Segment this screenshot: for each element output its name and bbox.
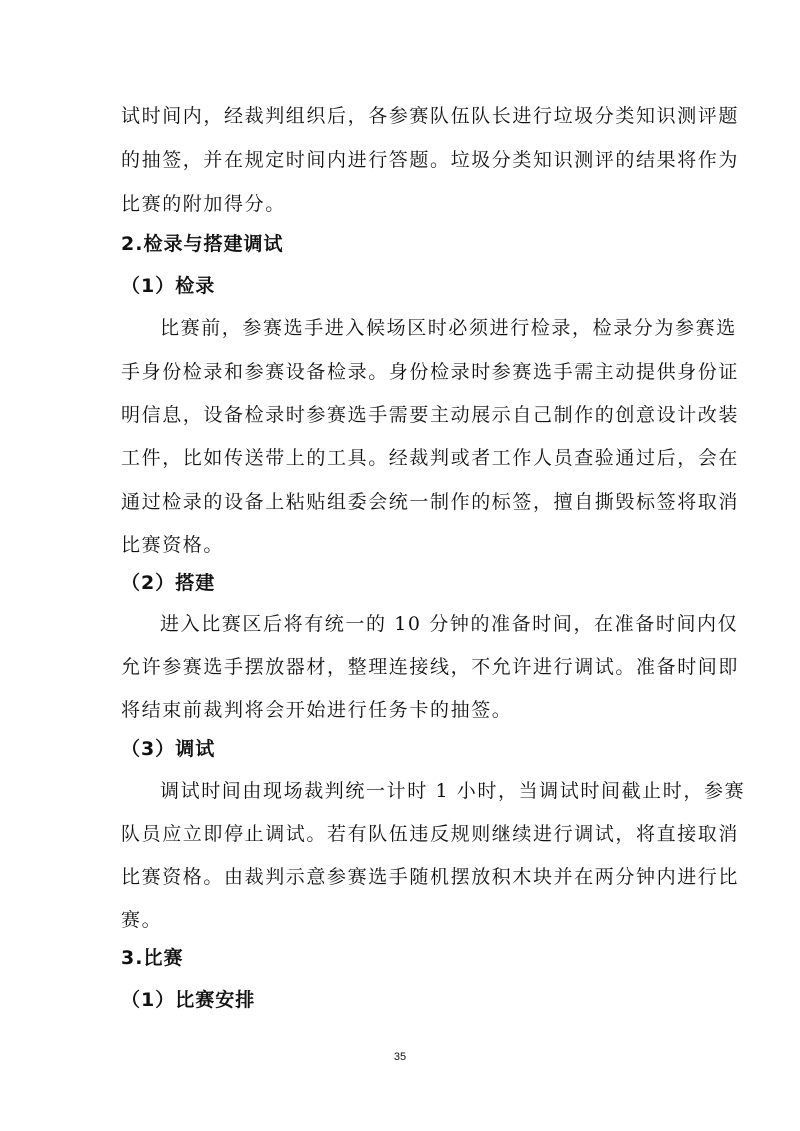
paragraph-line: 的抽签，并在规定时间内进行答题。垃圾分类知识测评的结果将作为	[121, 149, 740, 171]
subsection-heading-debug: （3）调试	[121, 738, 216, 760]
subsection-heading-checkin: （1）检录	[121, 275, 216, 297]
paragraph-line: 手身份检录和参赛设备检录。身份检录时参赛选手需主动提供身份证	[121, 361, 740, 383]
page-number: 35	[393, 1051, 407, 1063]
section-heading-2: 2.检录与搭建调试	[121, 233, 284, 255]
paragraph-line: 比赛资格。	[121, 534, 225, 556]
paragraph-line: 将结束前裁判将会开始进行任务卡的抽签。	[121, 699, 513, 721]
subsection-heading-build: （2）搭建	[121, 572, 216, 594]
paragraph-line: 队员应立即停止调试。若有队伍违反规则继续进行调试，将直接取消	[121, 823, 740, 845]
paragraph-line: 进入比赛区后将有统一的 10 分钟的准备时间，在准备时间内仅	[160, 613, 739, 635]
paragraph-line: 赛。	[121, 909, 163, 931]
paragraph-line: 工件，比如传送带上的工具。经裁判或者工作人员查验通过后，会在	[121, 447, 740, 469]
section-heading-3: 3.比赛	[121, 947, 184, 969]
paragraph-line: 允许参赛选手摆放器材，整理连接线，不允许进行调试。准备时间即	[121, 656, 740, 678]
paragraph-line: 调试时间由现场裁判统一计时 1 小时，当调试时间截止时，参赛	[160, 780, 746, 802]
paragraph-line: 比赛资格。由裁判示意参赛选手随机摆放积木块并在两分钟内进行比	[121, 866, 740, 888]
subsection-heading-arrangement: （1）比赛安排	[121, 989, 256, 1011]
paragraph-line: 明信息，设备检录时参赛选手需要主动展示自己制作的创意设计改装	[121, 404, 740, 426]
paragraph-line: 试时间内，经裁判组织后，各参赛队伍队长进行垃圾分类知识测评题	[121, 105, 740, 127]
paragraph-line: 比赛的附加得分。	[121, 193, 286, 215]
paragraph-line: 通过检录的设备上粘贴组委会统一制作的标签，擅自撕毁标签将取消	[121, 491, 740, 513]
paragraph-line: 比赛前，参赛选手进入候场区时必须进行检录，检录分为参赛选	[160, 317, 737, 339]
